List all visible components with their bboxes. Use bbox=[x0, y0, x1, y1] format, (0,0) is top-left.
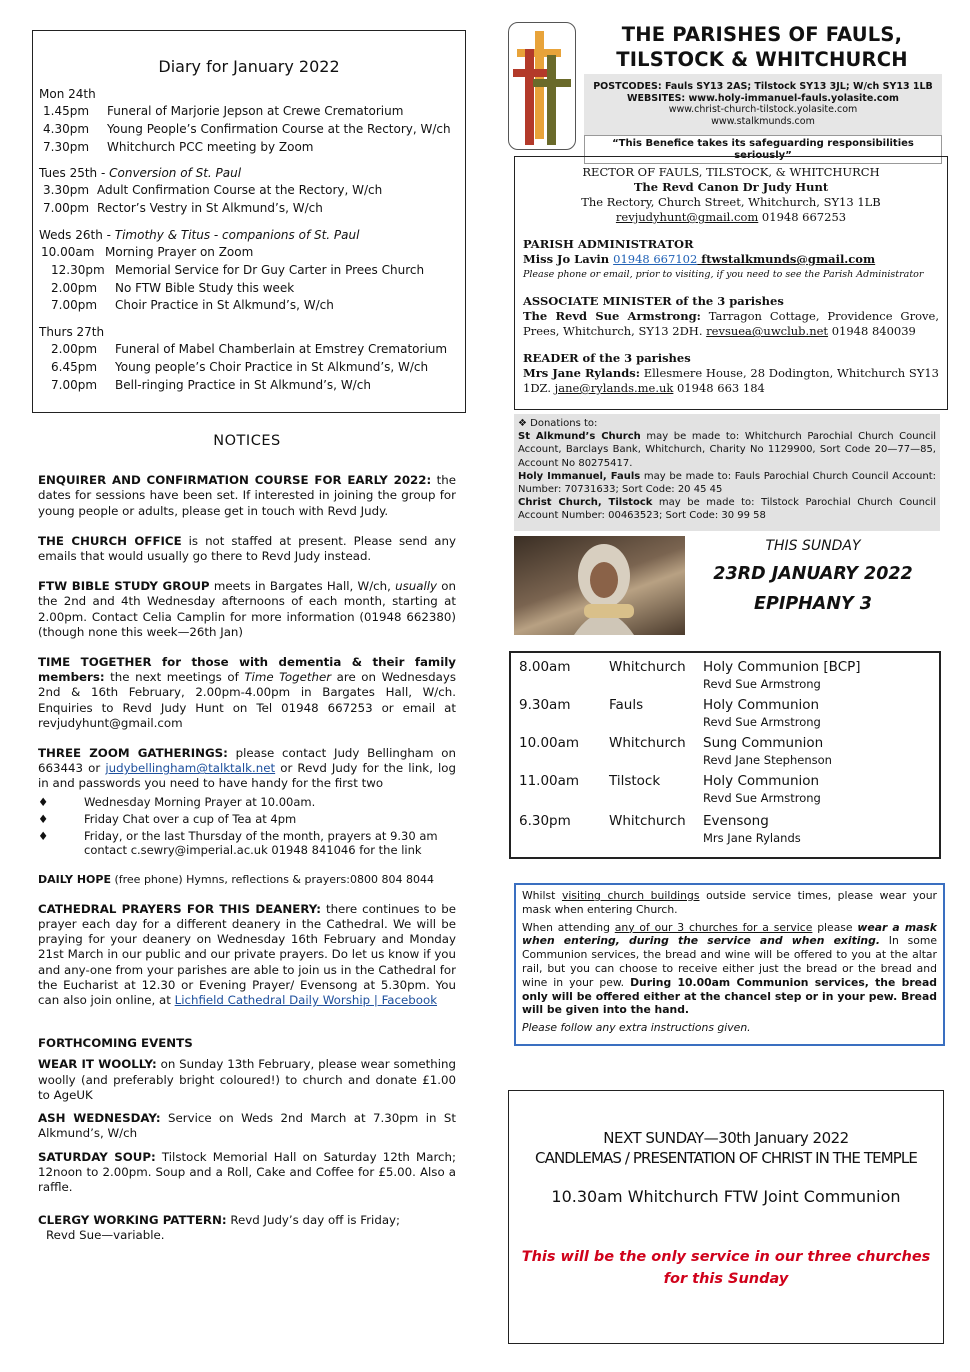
zoom-bullet-item bbox=[38, 812, 456, 826]
service-minister: Mrs Jane Rylands bbox=[703, 831, 801, 845]
donation-holy-immanuel: Holy Immanuel, Fauls may be made to: Fauls Parochial Church Council Account: Number: 70731633; Sort Code: 20 45 45 bbox=[518, 470, 936, 496]
next-sunday-feast: CANDLEMAS / PRESENTATION OF CHRIST IN THE TEMPLE bbox=[535, 1149, 917, 1167]
donation-christ-church: Christ Church, Tilstock may be made to: Tilstock Parochial Church Council Account Number: 00463523; Sort Code: 30 99 58 bbox=[518, 497, 936, 522]
mask-notice-visiting: Whilst visiting church buildings outside service times, please wear your mask when entering Church. bbox=[522, 889, 937, 916]
service-minister: Revd Jane Stephenson bbox=[703, 753, 832, 767]
diary-entry bbox=[33, 182, 465, 200]
parishes-title: THE PARISHES OF FAULS, TILSTOCK & WHITCHURCH bbox=[616, 23, 908, 71]
diary-entry-text: Whitchurch PCC meeting by Zoom bbox=[107, 139, 314, 154]
diary-entry-text: Rector’s Vestry in St Alkmund’s, W/ch bbox=[97, 201, 323, 216]
postcodes: POSTCODES: Fauls SY13 2AS; Tilstock SY13 3JL; W/ch SY13 1LB bbox=[593, 81, 933, 92]
this-sunday-date: 23RD JANUARY 2022 bbox=[713, 564, 913, 584]
notice-daily-hope: DAILY HOPE (free phone) Hymns, reflections & prayers:0800 804 8044 bbox=[38, 872, 434, 886]
diary-entry-time: 6.45pm bbox=[51, 359, 98, 374]
websites: WEBSITES: www.holy-immanuel-fauls.yolasite.com bbox=[627, 92, 899, 104]
diary-entry-text: Morning Prayer on Zoom bbox=[105, 244, 254, 259]
diary-entry-text: No FTW Bible Study this week bbox=[115, 280, 295, 295]
zoom-bullet-text: Wednesday Morning Prayer at 10.00am. bbox=[84, 794, 316, 809]
donations-box bbox=[514, 414, 940, 531]
diary-entry-text: Adult Confirmation Course at the Rectory, W/ch bbox=[97, 183, 383, 198]
rector-email-link[interactable]: revjudyhunt@gmail.com bbox=[615, 210, 759, 224]
associate-block: ASSOCIATE MINISTER of the 3 parishes The Revd Sue Armstrong: Tarragon Cottage, Providence Grove, Prees, Whitchurch, SY13 2DH. revsuea@uwclub.net 01948 840039 bbox=[523, 294, 940, 338]
diary-entry-time: 4.30pm bbox=[43, 121, 90, 136]
notice-enquirer: ENQUIRER AND CONFIRMATION COURSE FOR EARLY 2022: the dates for sessions have been set. If interested in joining the group for young people or adults, please get in touch with Revd Judy. bbox=[38, 473, 456, 518]
notice-cathedral: CATHEDRAL PRAYERS FOR THIS DEANERY: there continues to be prayer each day for a different deanery in the Cathedral. We will be praying for your deanery on Wednesday 16th February and Monday 21st March in our public and our private prayers. Do let us know if you and any-one from your parishes are able to join us in the Cathedral for the Eucharist at 12.30 or Evening Prayer/ Evensong at 5.30pm. You can also join online, at Lichfield Cathedral Daily Worship | Facebook bbox=[38, 901, 456, 1008]
jesus-scroll-image bbox=[514, 536, 685, 635]
diary-entry-text: Bell-ringing Practice in St Alkmund’s, W/ch bbox=[115, 377, 371, 392]
service-name: Sung Communion bbox=[703, 735, 824, 751]
diary-entry-time: 7.00pm bbox=[51, 377, 98, 392]
diary-day-heading: Weds 26th - Timothy & Titus - companions of St. Paul bbox=[39, 227, 360, 242]
diary-entry-time: 3.30pm bbox=[43, 183, 90, 198]
service-place: Whitchurch bbox=[609, 659, 686, 675]
service-place: Whitchurch bbox=[609, 735, 686, 751]
mask-notice-box bbox=[514, 883, 945, 1046]
diary-entry-text: Funeral of Mabel Chamberlain at Emstrey Crematorium bbox=[115, 342, 448, 357]
rector-block: RECTOR OF FAULS, TILSTOCK, & WHITCHURCH The Revd Canon Dr Judy Hunt The Rectory, Church Street, Whitchurch, SY13 1LB revjudyhunt@gmail.com 01948 667253 bbox=[581, 165, 881, 224]
next-sunday-service: 10.30am Whitchurch FTW Joint Communion bbox=[551, 1187, 901, 1206]
notice-office: THE CHURCH OFFICE is not staffed at present. Please send any emails that would usually go there to Revd Judy instead. bbox=[38, 533, 456, 564]
donation-st-alkmunds: St Alkmund’s Church may be made to: Whitchurch Parochial Church Council Account, Barclays Bank, Whitchurch, Charity No 1129900, Sort Code 20—77—85, Account No 80275417. bbox=[518, 431, 937, 469]
this-sunday-label: THIS SUNDAY bbox=[765, 538, 861, 554]
zoom-bullet-text: Friday Chat over a cup of Tea at 4pm bbox=[84, 811, 297, 826]
diary-entry bbox=[33, 262, 465, 280]
diary-day-heading: Thurs 27th bbox=[39, 325, 105, 340]
service-place: Whitchurch bbox=[609, 813, 686, 829]
service-time: 11.00am bbox=[519, 773, 580, 789]
diary-entry-time: 2.00pm bbox=[51, 280, 98, 295]
diary-box bbox=[32, 30, 466, 413]
diary-entry-time: 10.00am bbox=[41, 244, 95, 259]
website-2: www.christ-church-tilstock.yolasite.com bbox=[668, 104, 858, 115]
crosses-icon bbox=[509, 23, 575, 149]
notice-ftw: FTW BIBLE STUDY GROUP meets in Bargates Hall, W/ch, usually on the 2nd and 4th Wednesday afternoons of each month, starting at 2.00pm. Contact Celia Camplin for more information (01948 662380) (though none this week—26th Jan) bbox=[38, 579, 456, 639]
event-woolly: WEAR IT WOOLLY: on Sunday 13th February, please wear something woolly (and preferably bright coloured!) to church and donate £1.00 to AgeUK bbox=[38, 1057, 456, 1102]
notices-title: NOTICES bbox=[213, 433, 281, 449]
clergy-pattern: CLERGY WORKING PATTERN: Revd Judy’s day off is Friday; Revd Sue—variable. bbox=[38, 1213, 401, 1243]
diary-entry bbox=[33, 359, 465, 377]
service-minister: Revd Sue Armstrong bbox=[703, 791, 821, 805]
donations-heading: ❖ Donations to: bbox=[518, 418, 598, 429]
diary-entry bbox=[33, 200, 465, 218]
zoom-bullet-list bbox=[38, 795, 456, 857]
service-minister: Revd Sue Armstrong bbox=[703, 715, 821, 729]
next-sunday-date: NEXT SUNDAY—30th January 2022 bbox=[603, 1129, 849, 1147]
zoom-bullet-text: Friday, or the last Thursday of the month, prayers at 9.30 am contact c.sewry@imperial.ac.uk 01948 841046 for the link bbox=[84, 828, 438, 857]
this-sunday-name: EPIPHANY 3 bbox=[754, 594, 872, 614]
diary-days bbox=[33, 86, 465, 395]
mask-notice-follow: Please follow any extra instructions given. bbox=[522, 1021, 751, 1035]
service-place: Fauls bbox=[609, 697, 644, 713]
admin-block: PARISH ADMINISTRATOR Miss Jo Lavin 01948 667102 ftwstalkmunds@gmail.com Please phone or email, prior to visiting, if you need to see the Parish Administrator bbox=[523, 237, 924, 280]
zoom-bullet-item bbox=[38, 829, 456, 857]
service-name: Holy Communion [BCP] bbox=[703, 659, 861, 675]
diary-entry-time: 1.45pm bbox=[43, 104, 90, 118]
event-ash-wednesday: ASH WEDNESDAY: Service on Weds 2nd March at 7.30pm in St Alkmund’s, W/ch bbox=[38, 1111, 456, 1141]
crosses-logo bbox=[508, 22, 576, 150]
zoom-email-link[interactable]: judybellingham@talktalk.net bbox=[105, 761, 276, 776]
diary-entry-time: 2.00pm bbox=[51, 342, 98, 357]
diary-entry-time: 7.30pm bbox=[43, 139, 90, 154]
diary-entry bbox=[33, 244, 465, 262]
service-minister: Revd Sue Armstrong bbox=[703, 677, 821, 691]
diary-entry bbox=[33, 297, 465, 315]
diary-entry bbox=[33, 121, 465, 139]
service-place: Tilstock bbox=[609, 773, 661, 789]
admin-phone-link[interactable]: 01948 667102 bbox=[613, 252, 698, 266]
diary-entry-time: 12.30pm bbox=[51, 262, 105, 277]
admin-email-link[interactable]: ftwstalkmunds@gmail.com bbox=[697, 252, 876, 266]
cathedral-facebook-link[interactable]: Lichfield Cathedral Daily Worship | Facebook bbox=[174, 993, 438, 1008]
diary-entry bbox=[33, 341, 465, 359]
diary-entry-text: Young People’s Confirmation Course at the Rectory, W/ch bbox=[107, 121, 451, 136]
diary-entry-time: 7.00pm bbox=[43, 201, 90, 216]
reader-email-link[interactable]: jane@rylands.me.uk bbox=[554, 381, 674, 395]
website-3: www.stalkmunds.com bbox=[711, 115, 815, 127]
this-sunday-block bbox=[700, 538, 926, 614]
diary-entry-text: Memorial Service for Dr Guy Carter in Prees Church bbox=[115, 262, 425, 277]
diary-entry-text: Choir Practice in St Alkmund’s, W/ch bbox=[115, 298, 334, 313]
associate-email-link[interactable]: revsuea@uwclub.net bbox=[706, 324, 829, 338]
safeguarding-quote: “This Benefice takes its safeguarding responsibilities seriously” bbox=[584, 135, 942, 164]
diamond-bullet-icon: ♦ bbox=[38, 794, 49, 809]
mask-notice-services: When attending any of our 3 churches for a service please wear a mask when entering, during the service and when exiting. In some Communion services, the bread and wine will be offered to you at the altar rail, but you can choose to receive either just the bread or the bread and wine in your pew. During 10.00am Communion services, the bread only will be offered either at the chancel step or in your pew. Bread will be given into the hand. bbox=[522, 920, 937, 1017]
diary-entry bbox=[33, 103, 465, 121]
diary-day-heading: Tues 25th - Conversion of St. Paul bbox=[39, 166, 242, 181]
diary-entry-time: 7.00pm bbox=[51, 298, 98, 313]
notice-time-together: TIME TOGETHER for those with dementia & their family members: the next meetings of Time Together are on Wednesdays 2nd & 16th February, 2.00pm-4.00pm in Bargates Hall, W/ch. Enquiries to Revd Judy Hunt on Tel 01948 667253 or email at revjudyhunt@gmail.com bbox=[38, 655, 457, 730]
diary-entry bbox=[33, 139, 465, 157]
diary-entry bbox=[33, 377, 465, 395]
diary-title: Diary for January 2022 bbox=[158, 57, 340, 76]
service-time: 10.00am bbox=[519, 735, 580, 751]
services-table bbox=[509, 651, 941, 859]
next-sunday-box bbox=[508, 1090, 944, 1344]
service-time: 8.00am bbox=[519, 659, 571, 675]
diary-entry-text: Funeral of Marjorie Jepson at Crewe Crematorium bbox=[107, 104, 404, 118]
next-sunday-warning: This will be the only service in our three churches for this Sunday bbox=[521, 1249, 931, 1287]
service-name: Holy Communion bbox=[703, 697, 820, 713]
service-time: 6.30pm bbox=[519, 813, 571, 829]
events-heading: FORTHCOMING EVENTS bbox=[38, 1036, 193, 1051]
event-saturday-soup: SATURDAY SOUP: Tilstock Memorial Hall on Saturday 12th March; 12noon to 2.00pm. Soup and a Roll, Cake and Coffee for £5.00. Also a raffle. bbox=[38, 1149, 456, 1194]
notice-zoom: THREE ZOOM GATHERINGS: please contact Judy Bellingham on 663443 or judybellingham@talktalk.net or Revd Judy for the link, log in and passwords you need to have handy for the first two bbox=[38, 746, 456, 791]
diamond-bullet-icon: ♦ bbox=[38, 811, 49, 826]
diamond-bullet-icon: ♦ bbox=[38, 828, 49, 843]
diary-entry bbox=[33, 280, 465, 298]
service-time: 9.30am bbox=[519, 697, 571, 713]
service-name: Evensong bbox=[703, 813, 769, 829]
service-name: Holy Communion bbox=[703, 773, 820, 789]
notices-section bbox=[38, 434, 456, 1244]
zoom-bullet-item bbox=[38, 795, 456, 809]
contacts-box bbox=[514, 156, 948, 410]
diary-day-heading: Mon 24th bbox=[39, 87, 96, 101]
figure-illustration bbox=[514, 536, 685, 635]
diary-entry-text: Young people’s Choir Practice in St Alkmund’s, W/ch bbox=[115, 359, 429, 374]
header-info-box bbox=[584, 74, 942, 161]
reader-block: READER of the 3 parishes Mrs Jane Rylands: Ellesmere House, 28 Dodington, Whitchurch SY13 1DZ. jane@rylands.me.uk 01948 663 184 bbox=[523, 351, 939, 395]
